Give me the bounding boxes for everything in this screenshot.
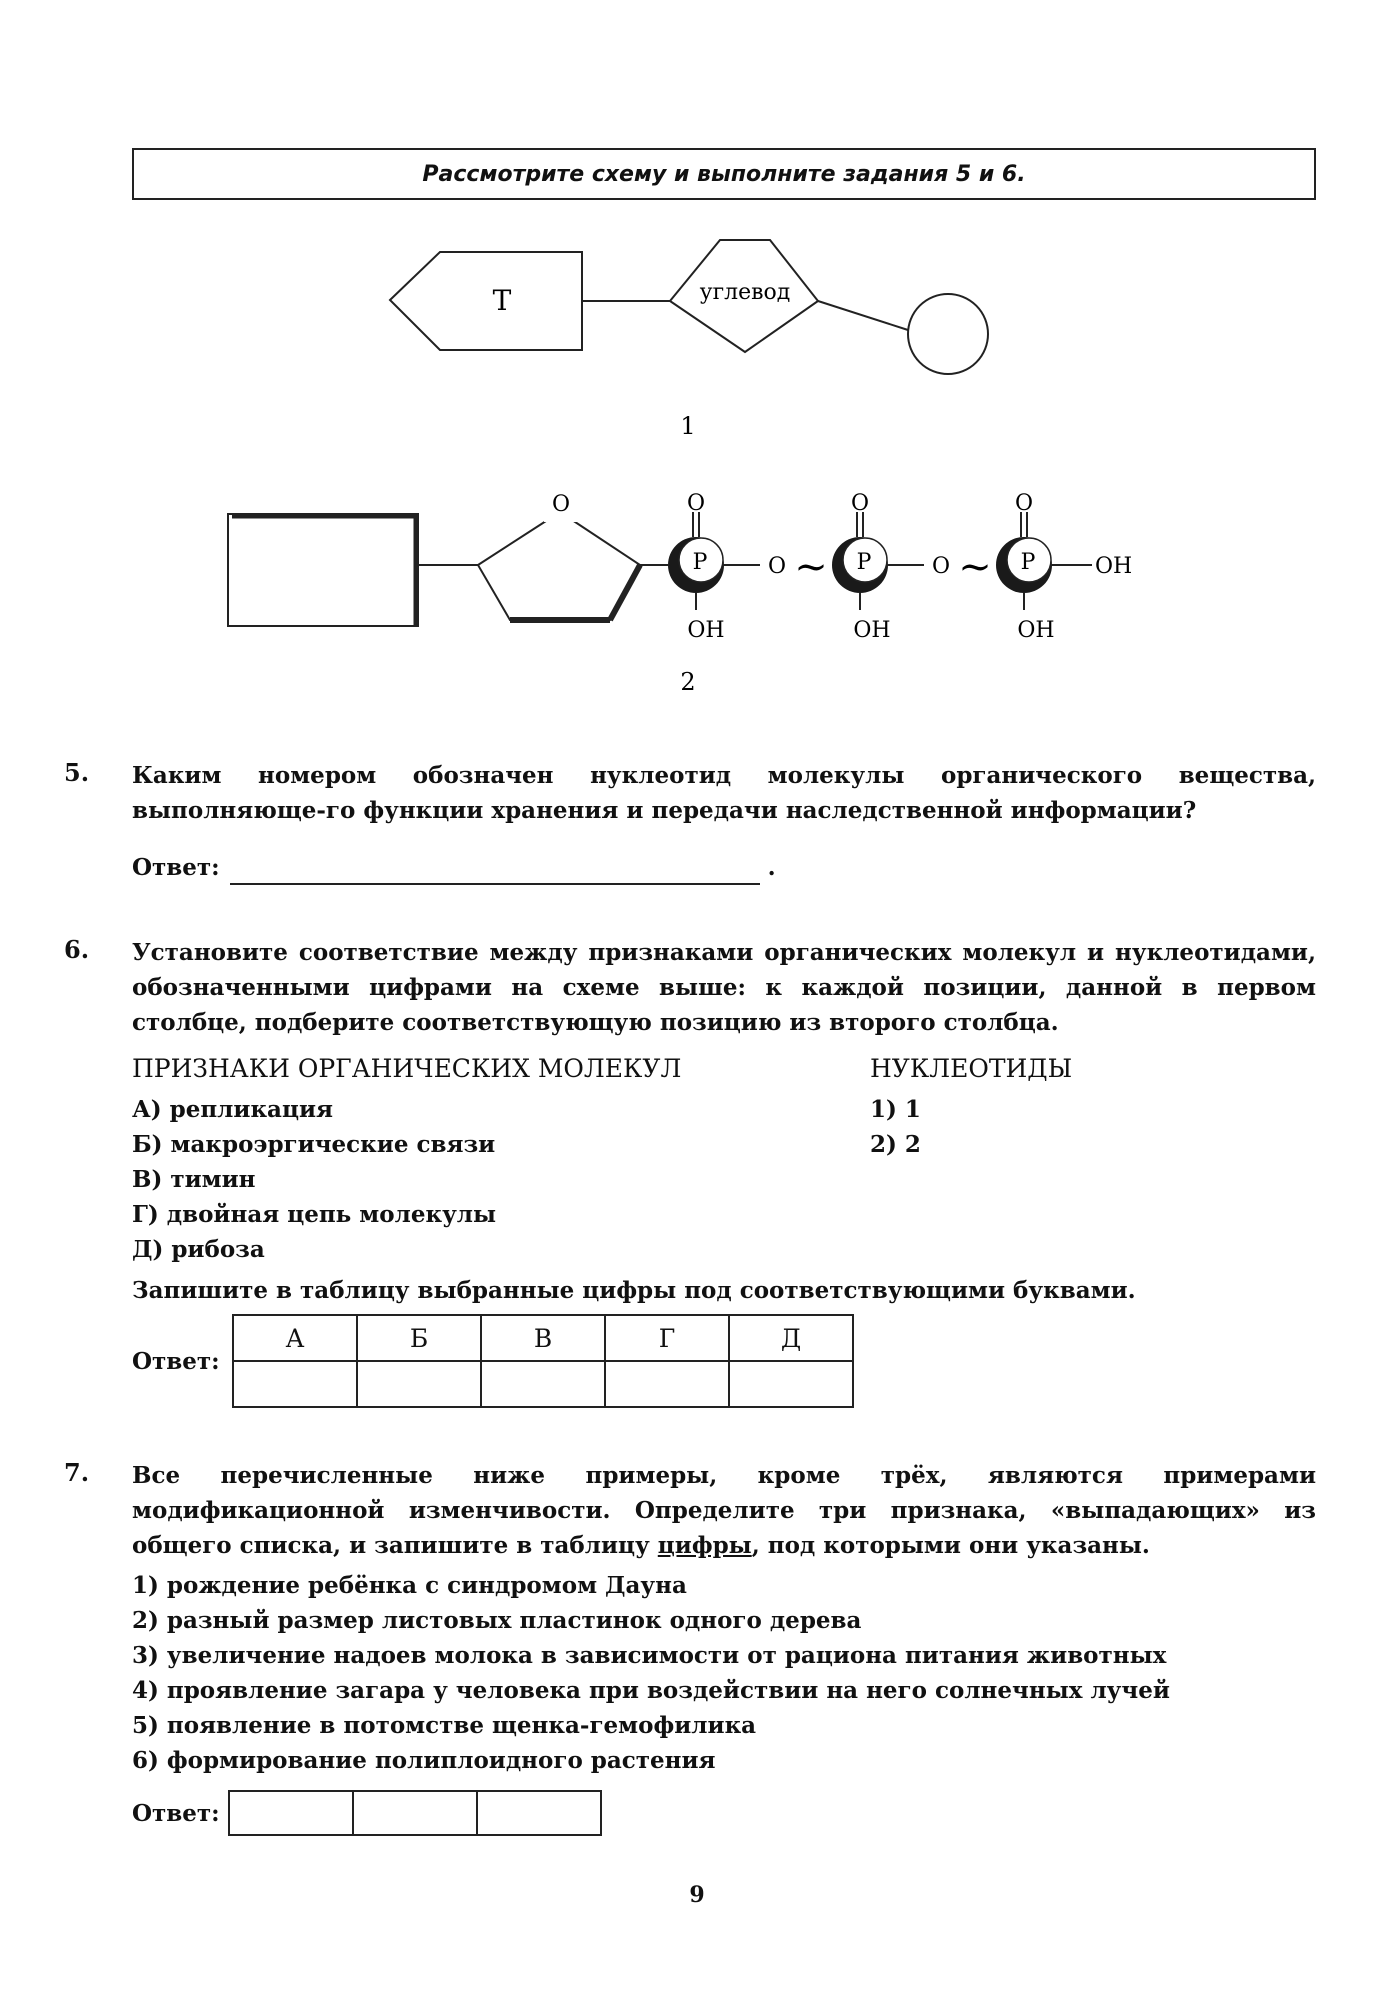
q6-table-header: А	[233, 1315, 357, 1361]
phosphate-2	[832, 491, 891, 643]
q6-left-item: Д) рибоза	[132, 1236, 265, 1263]
q6-table-header: Б	[357, 1315, 481, 1361]
phosphate-circle	[908, 294, 988, 374]
base-pentagon-shape	[390, 252, 582, 350]
q7-text-part1: Все перечисленные ниже примеры, кроме трёх, являются примерами модификационной изменчивости. Определите три признака,	[132, 1462, 1316, 1524]
q7-emphasis-outliers: «выпадающих»	[1050, 1497, 1260, 1524]
q6-table-instruction: Запишите в таблицу выбранные цифры под соответствующими буквами.	[132, 1277, 1136, 1304]
q6-answer-cell[interactable]	[481, 1361, 605, 1407]
q7-list	[132, 1568, 1170, 1778]
q6-right-list	[870, 1092, 921, 1162]
phosphate-2-oh: OH	[853, 618, 891, 643]
q6-right-item: 1) 1	[870, 1096, 921, 1123]
phosphate-2-symbol: P	[856, 550, 872, 575]
instruction-text: Рассмотрите схему и выполните задания 5 и 6.	[422, 161, 1026, 187]
q7-answer-table	[228, 1790, 602, 1836]
q6-answer-cell[interactable]	[357, 1361, 481, 1407]
q6-answer-cell[interactable]	[233, 1361, 357, 1407]
q6-table-answer-row	[233, 1361, 853, 1407]
page-number: 9	[689, 1882, 705, 1908]
q7-item: 6) формирование полиплоидного растения	[132, 1747, 716, 1774]
q6-right-item: 2) 2	[870, 1131, 921, 1158]
q7-answer-cell[interactable]	[353, 1791, 477, 1835]
phosphate-2-top-oxygen: O	[850, 491, 870, 516]
q6-number: 6.	[64, 935, 90, 964]
terminal-oh: OH	[1095, 554, 1133, 579]
ring-oxygen: O	[551, 492, 571, 517]
nucleotide-2	[228, 491, 1132, 696]
q6-left-item: А) репликация	[132, 1096, 334, 1123]
q6-right-heading: НУКЛЕОТИДЫ	[870, 1054, 1073, 1083]
q5-answer-label: Ответ:	[132, 854, 220, 881]
phosphate-3-oh: OH	[1017, 618, 1055, 643]
q7-text-part2: из общего списка, и запишите в таблицу	[132, 1497, 1316, 1559]
q6-table-header: Д	[729, 1315, 853, 1361]
q6-answer-cell[interactable]	[605, 1361, 729, 1407]
phosphate-3	[996, 491, 1132, 643]
sugar-label: углевод	[699, 280, 791, 305]
q6-left-item: Г) двойная цепь молекулы	[132, 1201, 497, 1228]
phosphate-1-top-oxygen: O	[686, 491, 706, 516]
q5-number: 5.	[64, 758, 90, 787]
q7-answer-row	[229, 1791, 601, 1835]
q5-answer-row	[132, 850, 776, 885]
q6-table-header-row	[233, 1315, 853, 1361]
q6-answer-table	[232, 1314, 854, 1408]
q7-item: 2) разный размер листовых пластинок одного дерева	[132, 1607, 862, 1634]
q7-item: 4) проявление загара у человека при воздействии на него солнечных лучей	[132, 1677, 1170, 1704]
q6-answer-cell[interactable]	[729, 1361, 853, 1407]
phosphate-3-symbol: P	[1020, 550, 1036, 575]
phosphate-1	[668, 491, 725, 643]
base-rectangle	[228, 514, 418, 626]
nucleotide-1-label: 1	[680, 412, 696, 440]
q7-text	[132, 1458, 1316, 1563]
high-energy-bond-2: ~	[958, 544, 992, 590]
q6-left-item: В) тимин	[132, 1166, 256, 1193]
high-energy-bond-1: ~	[794, 544, 828, 590]
q7-answer-cell[interactable]	[477, 1791, 601, 1835]
q7-answer-cell[interactable]	[229, 1791, 353, 1835]
phosphate-1-symbol: P	[692, 550, 708, 575]
phosphate-3-top-oxygen: O	[1014, 491, 1034, 516]
q7-text-part3: , под которыми они указаны.	[751, 1532, 1150, 1559]
q7-item: 5) появление в потомстве щенка-гемофилика	[132, 1712, 757, 1739]
q6-answer-label: Ответ:	[132, 1348, 220, 1375]
q6-left-item: Б) макроэргические связи	[132, 1131, 496, 1158]
q6-text: Установите соответствие между признаками органических молекул и нуклеотидами, обозначенными цифрами на схеме выше: к каждой позиции, данной в первом столбце, подберите соответствующую позицию из второго столбца.	[132, 939, 1316, 1036]
q7-answer-label: Ответ:	[132, 1800, 220, 1827]
base-label: Т	[492, 284, 512, 317]
q5-text: Каким номером обозначен нуклеотид молекулы органического вещества, выполняюще-го функции хранения и передачи наследственной информации?	[132, 762, 1316, 824]
q5-answer-end: .	[767, 854, 776, 881]
bridge-oxygen-1: O	[767, 554, 787, 579]
q7-item: 1) рождение ребёнка с синдромом Дауна	[132, 1572, 687, 1599]
q6-left-list	[132, 1092, 496, 1267]
bridge-oxygen-2: O	[931, 554, 951, 579]
q6-left-heading: ПРИЗНАКИ ОРГАНИЧЕСКИХ МОЛЕКУЛ	[132, 1054, 682, 1083]
nucleotide-2-label: 2	[680, 668, 696, 696]
q6-table-header: Г	[605, 1315, 729, 1361]
q6-table-header: В	[481, 1315, 605, 1361]
nucleotide-1	[390, 240, 988, 440]
q7-item: 3) увеличение надоев молока в зависимости от рациона питания животных	[132, 1642, 1167, 1669]
nucleotide-diagram	[0, 0, 1394, 720]
q7-emphasis-digits: цифры	[657, 1532, 752, 1559]
phosphate-1-oh: OH	[687, 618, 725, 643]
q7-number: 7.	[64, 1458, 90, 1487]
q5-answer-line[interactable]	[230, 857, 760, 885]
